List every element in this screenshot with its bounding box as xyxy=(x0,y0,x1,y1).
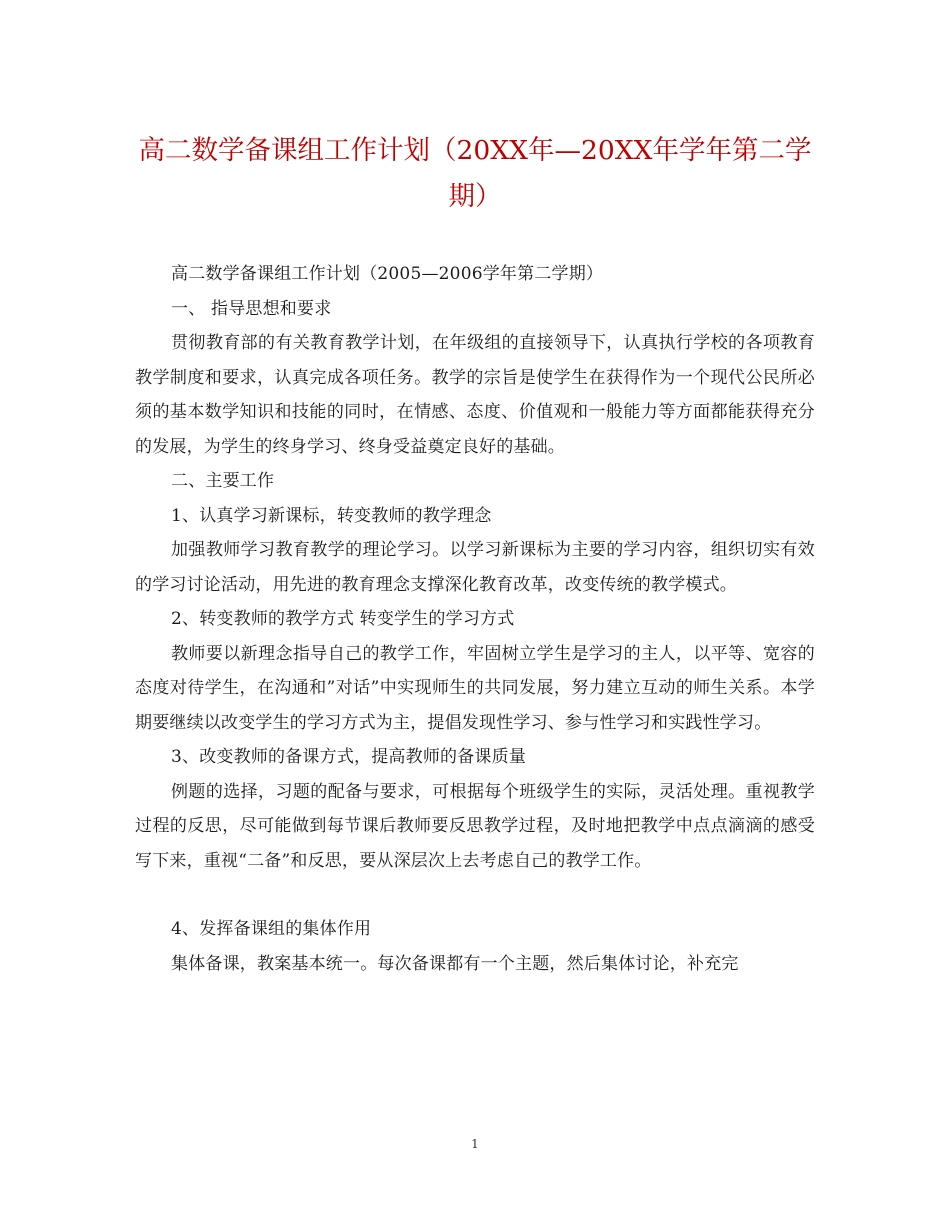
body-paragraph: 加强教师学习教育教学的理论学习。以学习新课标为主要的学习内容，组织切实有效的学习讨论活动，用先进的教育理念支撑深化教育改革，改变传统的教学模式。 xyxy=(135,540,815,595)
document-body xyxy=(135,257,815,981)
body-paragraph: 教师要以新理念指导自己的教学工作，牢固树立学生是学习的主人，以平等、宽容的态度对待学生，在沟通和”对话”中实现师生的共同发展，努力建立互动的师生关系。本学期要继续以改变学生的学习方式为主，提倡发现性学习、参与性学习和实践性学习。 xyxy=(135,643,815,733)
body-paragraph: 贯彻教育部的有关教育教学计划，在年级组的直接领导下，认真执行学校的各项教育教学制度和要求，认真完成各项任务。教学的宗旨是使学生在获得作为一个现代公民所必须的基本数学知识和技能的同时，在情感、态度、价值观和一般能力等方面都能获得充分的发展，为学生的终身学习、终身受益奠定良好的基础。 xyxy=(135,333,815,457)
section-heading-main-work: 二、主要工作 xyxy=(171,471,275,491)
paragraph-gap xyxy=(135,878,815,912)
body-paragraph: 例题的选择，习题的配备与要求，可根据每个班级学生的实际，灵活处理。重视教学过程的反思，尽可能做到每节课后教师要反思教学过程，及时地把教学中点点滴滴的感受写下来，重视“二备”和反思，要从深层次上去考虑自己的教学工作。 xyxy=(135,781,815,871)
page-number: 1 xyxy=(471,1137,479,1151)
item-heading-1: 1、认真学习新课标，转变教师的教学理念 xyxy=(171,505,492,526)
subtitle-paragraph: 高二数学备课组工作计划（2005—2006学年第二学期） xyxy=(171,264,604,284)
item-heading-2: 2、转变教师的教学方式 转变学生的学习方式 xyxy=(171,609,515,629)
document-title: 高二数学备课组工作计划（20XX年—20XX年学年第二学期） xyxy=(138,135,812,212)
item-heading-3: 3、改变教师的备课方式，提高教师的备课质量 xyxy=(171,747,527,767)
body-paragraph: 集体备课，教案基本统一。每次备课都有一个主题，然后集体讨论，补充完 xyxy=(171,953,739,974)
section-heading-guiding-ideas: 一、 指导思想和要求 xyxy=(171,298,332,319)
item-heading-4: 4、发挥备课组的集体作用 xyxy=(171,919,372,939)
